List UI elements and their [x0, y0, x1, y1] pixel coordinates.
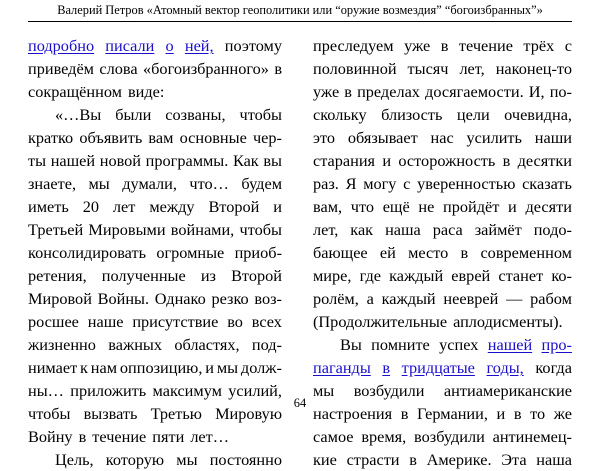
word: слова: [99, 59, 138, 78]
text-line: [28, 149, 282, 172]
word: старания: [313, 151, 376, 170]
word: ко-: [551, 266, 572, 285]
word: возбудили: [353, 381, 425, 400]
word: рабом: [530, 289, 572, 308]
text-line: [313, 34, 572, 57]
word: в: [400, 404, 409, 423]
word: кие: [313, 450, 337, 469]
word: поэтому: [224, 36, 282, 55]
word: настроения: [313, 404, 393, 423]
hyperlink-word[interactable]: ней,: [184, 36, 214, 55]
word: —: [506, 289, 523, 308]
word: (Продолжительные: [313, 312, 448, 331]
word: ещё: [382, 197, 410, 216]
word: ты: [28, 151, 47, 170]
word: лет…: [190, 427, 230, 446]
word: Как: [232, 151, 259, 170]
word: бающее: [313, 243, 368, 262]
word: пройдёт: [443, 197, 500, 216]
word: раса: [432, 220, 463, 239]
word: Мировыми: [88, 220, 166, 239]
word: областях,: [174, 335, 240, 354]
word: Вы: [340, 335, 362, 354]
word: десяти: [525, 197, 572, 216]
word: сокращённом: [28, 82, 122, 101]
hyperlink-word[interactable]: тридцатые: [401, 358, 475, 377]
word: с: [564, 36, 572, 55]
word: мире,: [313, 266, 352, 285]
word: половинной: [313, 59, 397, 78]
word: помните: [371, 335, 430, 354]
text-line: [28, 264, 282, 287]
word: время,: [361, 427, 407, 446]
word: пяти: [152, 427, 185, 446]
word: иметь: [28, 197, 69, 216]
hyperlink-word[interactable]: про-: [541, 335, 572, 354]
text-line: [28, 310, 282, 333]
word: приведём: [28, 59, 94, 78]
word: нимает: [28, 358, 78, 377]
word: наше: [87, 312, 124, 331]
word: усилий,: [228, 381, 282, 400]
word: досягаемости.: [425, 82, 524, 101]
word: течение: [458, 36, 513, 55]
text-line: [28, 103, 282, 126]
text-line: [313, 103, 572, 126]
text-line: [28, 57, 282, 80]
page-number: 64: [293, 396, 307, 410]
word: Войну: [28, 427, 73, 446]
text-line: [28, 126, 282, 149]
word: оппозицию,: [119, 358, 203, 377]
word: вызвать: [83, 404, 138, 423]
word: приложить: [70, 381, 147, 400]
hyperlink-word[interactable]: о: [165, 36, 174, 55]
word: обязывает: [347, 128, 418, 147]
word: цели: [456, 105, 490, 124]
word: могу: [363, 174, 397, 193]
word: близость: [381, 105, 443, 124]
text-line: [313, 425, 572, 448]
word: ны…: [28, 381, 64, 400]
word: каждый: [389, 266, 444, 285]
word: Третьей: [28, 220, 84, 239]
word: Второй: [231, 266, 282, 285]
word: станет: [498, 266, 544, 285]
word: росшее: [28, 312, 79, 331]
word: то: [530, 404, 546, 423]
word: наша: [536, 450, 572, 469]
word: мы: [176, 450, 198, 469]
word: течение: [92, 427, 147, 446]
word: Мировую: [215, 404, 282, 423]
word: созваны,: [165, 105, 226, 124]
word: и: [508, 197, 517, 216]
text-line: [313, 195, 572, 218]
word: же: [553, 404, 572, 423]
word: Цель,: [55, 450, 94, 469]
text-line: [28, 195, 282, 218]
word: нашей: [50, 151, 96, 170]
word: нас: [430, 128, 454, 147]
word: важных: [108, 335, 162, 354]
word: И,: [528, 82, 545, 101]
word: по-: [549, 82, 572, 101]
hyperlink-word[interactable]: нашей: [487, 335, 533, 354]
word: максимум: [152, 381, 222, 400]
word: трёх: [523, 36, 555, 55]
word: в: [460, 243, 469, 262]
text-line: [313, 80, 572, 103]
word: знаете,: [28, 174, 77, 193]
word: место: [408, 243, 449, 262]
word: чтобы: [239, 220, 282, 239]
word: тысяч: [407, 59, 449, 78]
word: наша: [385, 220, 421, 239]
word: всех: [251, 312, 282, 331]
word: ретения,: [28, 266, 87, 285]
word: преследуем: [313, 36, 394, 55]
word: мы: [216, 358, 239, 377]
word: скольку: [313, 105, 367, 124]
word: лет: [112, 197, 136, 216]
word: что: [350, 197, 374, 216]
word: Я: [345, 174, 357, 193]
word: Войны.: [97, 289, 150, 308]
word: к: [80, 358, 88, 377]
word: еврей: [451, 266, 491, 285]
word: основные: [179, 128, 247, 147]
word: наши: [534, 128, 572, 147]
word: как: [350, 220, 374, 239]
text-line: [313, 356, 572, 379]
word: очевидна,: [504, 105, 572, 124]
word: страсти: [346, 450, 400, 469]
word: мы: [313, 381, 335, 400]
word: Мировой: [28, 289, 92, 308]
word: Второй: [208, 197, 260, 216]
word: чер-: [252, 128, 282, 147]
hyperlink-word[interactable]: паганды: [313, 358, 371, 377]
word: в: [440, 36, 449, 55]
text-line: [313, 57, 572, 80]
text-line: [313, 149, 572, 172]
word: и: [382, 151, 392, 170]
hyperlink-word[interactable]: подробно: [28, 36, 95, 55]
word: Однако: [154, 289, 206, 308]
word: присутствие: [132, 312, 219, 331]
word: ей: [379, 243, 396, 262]
word: в: [78, 427, 87, 446]
text-line: [28, 218, 282, 241]
text-line: [313, 287, 572, 310]
word: и: [273, 197, 282, 216]
word: уже: [313, 82, 340, 101]
word: жизненно: [28, 335, 96, 354]
word: не: [418, 197, 435, 216]
word: аплодисменты).: [453, 312, 563, 331]
word: лет,: [313, 220, 339, 239]
word: во: [227, 312, 243, 331]
word: десятки: [517, 151, 572, 170]
text-line: [28, 172, 282, 195]
text-line: [28, 287, 282, 310]
word: «богоизбранного»: [143, 59, 269, 78]
text-line: [313, 218, 572, 241]
word: современном: [480, 243, 572, 262]
text-line: [28, 356, 282, 379]
word: пределах: [357, 82, 420, 101]
word: резко: [211, 289, 249, 308]
word: вам,: [313, 197, 343, 216]
word: а: [366, 289, 374, 308]
word: объявить: [79, 128, 143, 147]
word: которую: [105, 450, 165, 469]
word: приоб-: [234, 243, 282, 262]
word: в: [409, 450, 417, 469]
word: займёт: [474, 220, 522, 239]
word: что…: [189, 174, 229, 193]
text-line: [313, 126, 572, 149]
word: из: [200, 266, 216, 285]
word: ролём,: [313, 289, 359, 308]
text-line: [313, 310, 572, 333]
word: воз-: [254, 289, 282, 308]
word: в: [344, 82, 352, 101]
word: самое: [313, 427, 354, 446]
word: успех: [439, 335, 479, 354]
hyperlink-word[interactable]: годы,: [486, 358, 524, 377]
word: с: [403, 174, 411, 193]
word: антинемец-: [492, 427, 572, 446]
word: когда: [535, 358, 572, 377]
word: сказать: [522, 174, 572, 193]
text-line: [313, 448, 572, 471]
word: Германии,: [416, 404, 488, 423]
word: Америке.: [426, 450, 492, 469]
word: уверенностью: [417, 174, 516, 193]
word: программы.: [145, 151, 229, 170]
word: думали,: [122, 174, 177, 193]
header-divider: [28, 21, 572, 22]
word: 20: [82, 197, 99, 216]
word: «…Вы: [55, 105, 102, 124]
text-line: [28, 425, 282, 448]
word: раз.: [313, 174, 339, 193]
word: в: [513, 404, 522, 423]
text-line: [313, 172, 572, 195]
word: антиамериканские: [443, 381, 572, 400]
word: уже: [404, 36, 431, 55]
word: виде:: [127, 82, 165, 101]
hyperlink-word[interactable]: писали: [105, 36, 155, 55]
word: усилить: [466, 128, 522, 147]
running-header: Валерий Петров «Атомный вектор геополитики или “оружие возмездия” “богоизбранных”»: [57, 3, 543, 17]
word: подо-: [533, 220, 572, 239]
text-line: [28, 241, 282, 264]
text-line: [313, 264, 572, 287]
word: полученные: [101, 266, 186, 285]
word: вам: [148, 128, 174, 147]
word: были: [115, 105, 152, 124]
word: войнами,: [170, 220, 235, 239]
word: чтобы: [239, 105, 282, 124]
word: новой: [99, 151, 142, 170]
word: каждый: [381, 289, 436, 308]
word: возбудили: [414, 427, 485, 446]
word: осторожность: [398, 151, 496, 170]
text-line: [28, 333, 282, 356]
word: вы: [263, 151, 282, 170]
word: где: [359, 266, 381, 285]
word: мы: [88, 174, 110, 193]
text-line: [28, 80, 282, 103]
word: и: [205, 358, 214, 377]
word: в: [274, 59, 282, 78]
word: будем: [241, 174, 282, 193]
word: лет,: [459, 59, 485, 78]
text-line: [28, 448, 282, 471]
word: между: [149, 197, 195, 216]
word: это: [313, 128, 336, 147]
text-line: [28, 34, 282, 57]
word: под-: [251, 335, 282, 354]
word: консолидировать: [28, 243, 147, 262]
word: наконец-то: [495, 59, 572, 78]
word: и: [496, 404, 506, 423]
text-line: [313, 333, 572, 356]
word: нам: [90, 358, 118, 377]
word: нееврей: [443, 289, 499, 308]
word: чтобы: [28, 404, 71, 423]
hyperlink-word[interactable]: в: [382, 358, 391, 377]
word: постоянно: [209, 450, 282, 469]
word: огромные: [156, 243, 225, 262]
word: Эта: [501, 450, 527, 469]
word: в: [502, 151, 511, 170]
word: долж-: [240, 358, 282, 377]
text-line: [313, 241, 572, 264]
word: кратко: [28, 128, 74, 147]
word: Третью: [150, 404, 202, 423]
